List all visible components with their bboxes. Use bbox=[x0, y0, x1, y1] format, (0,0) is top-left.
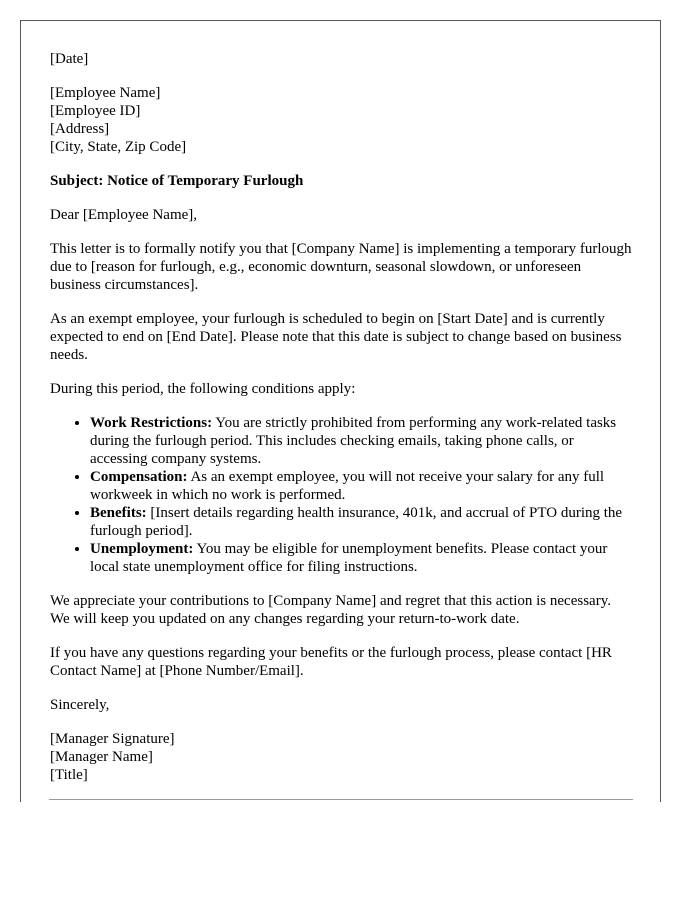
condition-text: As an exempt employee, you will not receive your salary for any full workweek in which no work is performed. bbox=[90, 469, 605, 503]
paragraph-conditions-lead: During this period, the following conditions apply: bbox=[50, 381, 356, 397]
letter-page bbox=[20, 20, 661, 802]
condition-term: Work Restrictions: bbox=[90, 415, 213, 431]
condition-text: You may be eligible for unemployment benefits. Please contact your local state unemployment office for filing instructions. bbox=[90, 541, 608, 575]
list-item bbox=[90, 504, 634, 540]
condition-text: You are strictly prohibited from performing any work-related tasks during the furlough period. This includes checking emails, taking phone calls, or accessing company systems. bbox=[90, 415, 617, 467]
condition-text: [Insert details regarding health insurance, 401k, and accrual of PTO during the furlough period]. bbox=[90, 505, 623, 539]
recipient-city-state-zip: [City, State, Zip Code] bbox=[50, 139, 187, 155]
letter-date: [Date] bbox=[50, 51, 89, 67]
footer-divider bbox=[49, 799, 633, 800]
salutation: Dear [Employee Name], bbox=[50, 207, 198, 223]
conditions-list bbox=[50, 414, 634, 576]
list-item bbox=[90, 414, 634, 468]
condition-term: Unemployment: bbox=[90, 541, 194, 557]
paragraph-intro: This letter is to formally notify you that [Company Name] is implementing a temporary furlough due to [reason for furlough, e.g., economic downturn, seasonal slowdown, or unforeseen business circumstances]. bbox=[50, 241, 632, 293]
recipient-block bbox=[50, 84, 634, 156]
list-item bbox=[90, 540, 634, 576]
recipient-id: [Employee ID] bbox=[50, 103, 141, 119]
recipient-name: [Employee Name] bbox=[50, 85, 161, 101]
signature-block bbox=[50, 730, 634, 784]
condition-term: Compensation: bbox=[90, 469, 188, 485]
manager-name: [Manager Name] bbox=[50, 749, 153, 765]
paragraph-schedule: As an exempt employee, your furlough is scheduled to begin on [Start Date] and is currently expected to end on [End Date]. Please note that this date is subject to change based on business needs. bbox=[50, 311, 622, 363]
subject-line: Subject: Notice of Temporary Furlough bbox=[50, 173, 304, 189]
paragraph-appreciation: We appreciate your contributions to [Company Name] and regret that this action is necessary. We will keep you updated on any changes regarding your return-to-work date. bbox=[50, 593, 611, 627]
letter-body bbox=[50, 50, 634, 800]
list-item bbox=[90, 468, 634, 504]
manager-signature: [Manager Signature] bbox=[50, 731, 175, 747]
recipient-address: [Address] bbox=[50, 121, 110, 137]
paragraph-contact: If you have any questions regarding your benefits or the furlough process, please contact [HR Contact Name] at [Phone Number/Email]. bbox=[50, 645, 612, 679]
signoff: Sincerely, bbox=[50, 697, 110, 713]
manager-title: [Title] bbox=[50, 767, 88, 783]
condition-term: Benefits: bbox=[90, 505, 147, 521]
